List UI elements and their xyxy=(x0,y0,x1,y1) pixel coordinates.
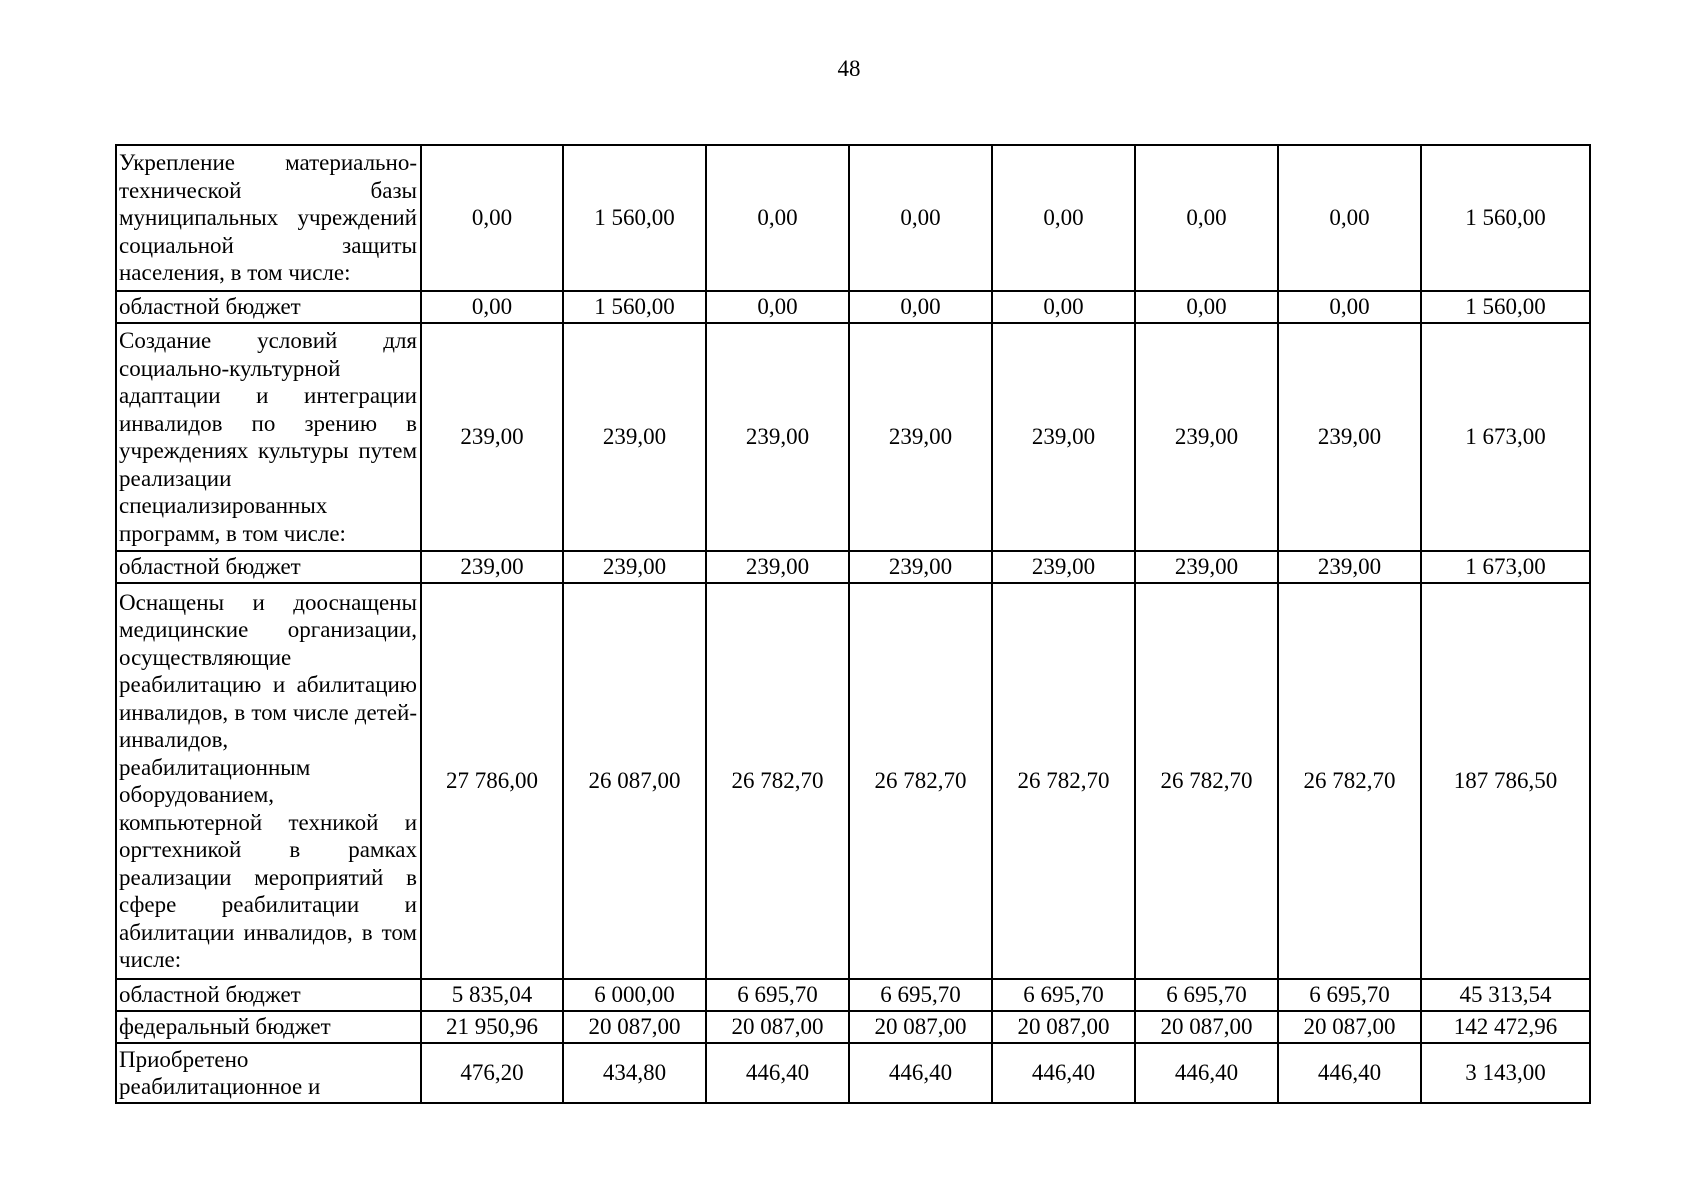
total-cell: 3 143,00 xyxy=(1421,1043,1590,1103)
value-cell: 446,40 xyxy=(1278,1043,1421,1103)
value-cell: 0,00 xyxy=(992,145,1135,291)
row-label: областной бюджет xyxy=(116,291,421,323)
value-cell: 5 835,04 xyxy=(421,979,563,1011)
value-cell: 239,00 xyxy=(1135,323,1278,551)
value-cell: 20 087,00 xyxy=(1135,1011,1278,1043)
value-cell: 1 560,00 xyxy=(563,291,706,323)
value-cell: 1 560,00 xyxy=(563,145,706,291)
value-cell: 20 087,00 xyxy=(992,1011,1135,1043)
value-cell: 0,00 xyxy=(421,145,563,291)
value-cell: 239,00 xyxy=(992,323,1135,551)
value-cell: 0,00 xyxy=(849,291,992,323)
value-cell: 20 087,00 xyxy=(706,1011,849,1043)
total-cell: 1 560,00 xyxy=(1421,291,1590,323)
value-cell: 239,00 xyxy=(992,551,1135,583)
table-row xyxy=(116,145,1590,291)
row-label: федеральный бюджет xyxy=(116,1011,421,1043)
value-cell: 239,00 xyxy=(706,551,849,583)
value-cell: 0,00 xyxy=(706,145,849,291)
value-cell: 0,00 xyxy=(1135,291,1278,323)
table-row xyxy=(116,979,1590,1011)
value-cell: 0,00 xyxy=(992,291,1135,323)
value-cell: 0,00 xyxy=(1278,145,1421,291)
table-row xyxy=(116,551,1590,583)
value-cell: 26 782,70 xyxy=(1278,583,1421,979)
total-cell: 45 313,54 xyxy=(1421,979,1590,1011)
value-cell: 0,00 xyxy=(849,145,992,291)
page-number: 48 xyxy=(837,56,861,81)
value-cell: 239,00 xyxy=(706,323,849,551)
row-label: Укрепление материально-технической базы муниципальных учреждений социальной защиты населения, в том числе: xyxy=(116,145,421,291)
row-label: Создание условий для социально-культурной адаптации и интеграции инвалидов по зрению в учреждениях культуры путем реализации специализированных программ, в том числе: xyxy=(116,323,421,551)
value-cell: 6 695,70 xyxy=(706,979,849,1011)
value-cell: 476,20 xyxy=(421,1043,563,1103)
value-cell: 239,00 xyxy=(1135,551,1278,583)
row-label: Оснащены и дооснащены медицинские организации, осуществляющие реабилитацию и абилитацию инвалидов, в том числе детей-инвалидов, реабилитационным оборудованием, компьютерной техникой и оргтехникой в рамках реализации мероприятий в сфере реабилитации и абилитации инвалидов, в том числе: xyxy=(116,583,421,979)
value-cell: 0,00 xyxy=(1278,291,1421,323)
value-cell: 239,00 xyxy=(563,551,706,583)
value-cell: 26 087,00 xyxy=(563,583,706,979)
total-cell: 187 786,50 xyxy=(1421,583,1590,979)
value-cell: 6 695,70 xyxy=(849,979,992,1011)
value-cell: 0,00 xyxy=(1135,145,1278,291)
value-cell: 239,00 xyxy=(849,551,992,583)
value-cell: 6 695,70 xyxy=(1135,979,1278,1011)
value-cell: 6 695,70 xyxy=(992,979,1135,1011)
total-cell: 1 673,00 xyxy=(1421,323,1590,551)
value-cell: 6 000,00 xyxy=(563,979,706,1011)
value-cell: 446,40 xyxy=(1135,1043,1278,1103)
value-cell: 20 087,00 xyxy=(849,1011,992,1043)
total-cell: 1 560,00 xyxy=(1421,145,1590,291)
value-cell: 26 782,70 xyxy=(849,583,992,979)
value-cell: 0,00 xyxy=(421,291,563,323)
value-cell: 239,00 xyxy=(421,551,563,583)
value-cell: 239,00 xyxy=(849,323,992,551)
row-label: Приобретено реабилитационное и xyxy=(116,1043,421,1103)
value-cell: 27 786,00 xyxy=(421,583,563,979)
table-row xyxy=(116,323,1590,551)
value-cell: 6 695,70 xyxy=(1278,979,1421,1011)
value-cell: 26 782,70 xyxy=(706,583,849,979)
table-row xyxy=(116,1043,1590,1103)
value-cell: 446,40 xyxy=(706,1043,849,1103)
value-cell: 21 950,96 xyxy=(421,1011,563,1043)
budget-table xyxy=(115,144,1591,1104)
total-cell: 1 673,00 xyxy=(1421,551,1590,583)
value-cell: 239,00 xyxy=(563,323,706,551)
value-cell: 239,00 xyxy=(1278,323,1421,551)
table-row xyxy=(116,291,1590,323)
value-cell: 20 087,00 xyxy=(1278,1011,1421,1043)
table-body xyxy=(116,145,1590,1103)
table-row xyxy=(116,583,1590,979)
value-cell: 446,40 xyxy=(849,1043,992,1103)
row-label: областной бюджет xyxy=(116,979,421,1011)
value-cell: 434,80 xyxy=(563,1043,706,1103)
value-cell: 26 782,70 xyxy=(992,583,1135,979)
table-row xyxy=(116,1011,1590,1043)
value-cell: 446,40 xyxy=(992,1043,1135,1103)
row-label: областной бюджет xyxy=(116,551,421,583)
value-cell: 20 087,00 xyxy=(563,1011,706,1043)
total-cell: 142 472,96 xyxy=(1421,1011,1590,1043)
value-cell: 0,00 xyxy=(706,291,849,323)
value-cell: 26 782,70 xyxy=(1135,583,1278,979)
value-cell: 239,00 xyxy=(421,323,563,551)
value-cell: 239,00 xyxy=(1278,551,1421,583)
